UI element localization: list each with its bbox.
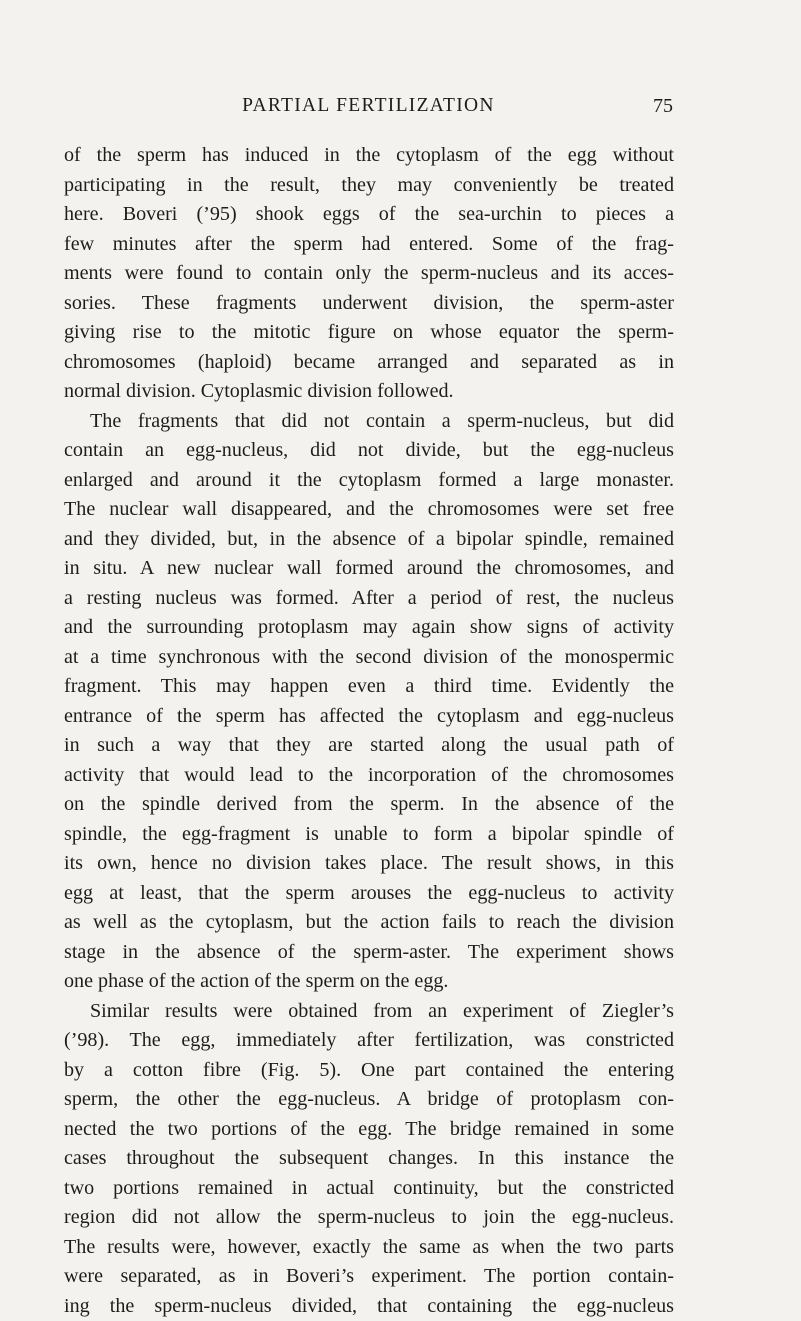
page-header xyxy=(64,92,673,120)
text-line: a resting nucleus was formed. After a period of rest, the nucleus xyxy=(64,584,674,614)
text-line: (’98). The egg, immediately after fertilization, was constricted xyxy=(64,1026,674,1056)
paragraph-start-line: The fragments that did not contain a sperm-nucleus, but did xyxy=(64,407,674,437)
text-line: fragment. This may happen even a third time. Evidently the xyxy=(64,672,674,702)
text-line: sories. These fragments underwent division, the sperm-aster xyxy=(64,289,674,319)
text-line: and they divided, but, in the absence of a bipolar spindle, remained xyxy=(64,525,674,555)
text-line: on the spindle derived from the sperm. In the absence of the xyxy=(64,790,674,820)
text-line: and the surrounding protoplasm may again show signs of activity xyxy=(64,613,674,643)
text-line: in such a way that they are started along the usual path of xyxy=(64,731,674,761)
text-line: chromosomes (haploid) became arranged and separated as in xyxy=(64,348,674,378)
text-line: here. Boveri (’95) shook eggs of the sea-urchin to pieces a xyxy=(64,200,674,230)
text-line: of the sperm has induced in the cytoplasm of the egg without xyxy=(64,141,674,171)
paragraph-start-line: Similar results were obtained from an experiment of Ziegler’s xyxy=(64,997,674,1027)
text-line: in situ. A new nuclear wall formed around the chromosomes, and xyxy=(64,554,674,584)
text-line: participating in the result, they may conveniently be treated xyxy=(64,171,674,201)
running-title: PARTIAL FERTILIZATION xyxy=(64,92,673,120)
text-line: activity that would lead to the incorporation of the chromosomes xyxy=(64,761,674,791)
text-line: by a cotton fibre (Fig. 5). One part contained the entering xyxy=(64,1056,674,1086)
text-line: as well as the cytoplasm, but the action fails to reach the division xyxy=(64,908,674,938)
page-number: 75 xyxy=(653,92,673,120)
text-line: two portions remained in actual continuity, but the constricted xyxy=(64,1174,674,1204)
text-line: few minutes after the sperm had entered. Some of the frag- xyxy=(64,230,674,260)
text-line: at a time synchronous with the second division of the monospermic xyxy=(64,643,674,673)
body-text xyxy=(64,141,674,1321)
text-line: entrance of the sperm has affected the cytoplasm and egg-nucleus xyxy=(64,702,674,732)
text-line: egg at least, that the sperm arouses the egg-nucleus to activity xyxy=(64,879,674,909)
text-line: stage in the absence of the sperm-aster. The experiment shows xyxy=(64,938,674,968)
text-line: cases throughout the subsequent changes. In this instance the xyxy=(64,1144,674,1174)
paragraph-end-line: normal division. Cytoplasmic division followed. xyxy=(64,377,674,407)
text-line: The nuclear wall disappeared, and the chromosomes were set free xyxy=(64,495,674,525)
text-line: its own, hence no division takes place. The result shows, in this xyxy=(64,849,674,879)
text-line: spindle, the egg-fragment is unable to form a bipolar spindle of xyxy=(64,820,674,850)
text-line: The results were, however, exactly the same as when the two parts xyxy=(64,1233,674,1263)
paragraph-end-line: one phase of the action of the sperm on the egg. xyxy=(64,967,674,997)
text-line: sperm, the other the egg-nucleus. A bridge of protoplasm con- xyxy=(64,1085,674,1115)
text-line: nected the two portions of the egg. The bridge remained in some xyxy=(64,1115,674,1145)
text-line: region did not allow the sperm-nucleus to join the egg-nucleus. xyxy=(64,1203,674,1233)
text-line: contain an egg-nucleus, did not divide, but the egg-nucleus xyxy=(64,436,674,466)
text-line: ments were found to contain only the sperm-nucleus and its acces- xyxy=(64,259,674,289)
text-line: ing the sperm-nucleus divided, that containing the egg-nucleus xyxy=(64,1292,674,1321)
text-line: were separated, as in Boveri’s experiment. The portion contain- xyxy=(64,1262,674,1292)
text-line: giving rise to the mitotic figure on whose equator the sperm- xyxy=(64,318,674,348)
text-line: enlarged and around it the cytoplasm formed a large monaster. xyxy=(64,466,674,496)
